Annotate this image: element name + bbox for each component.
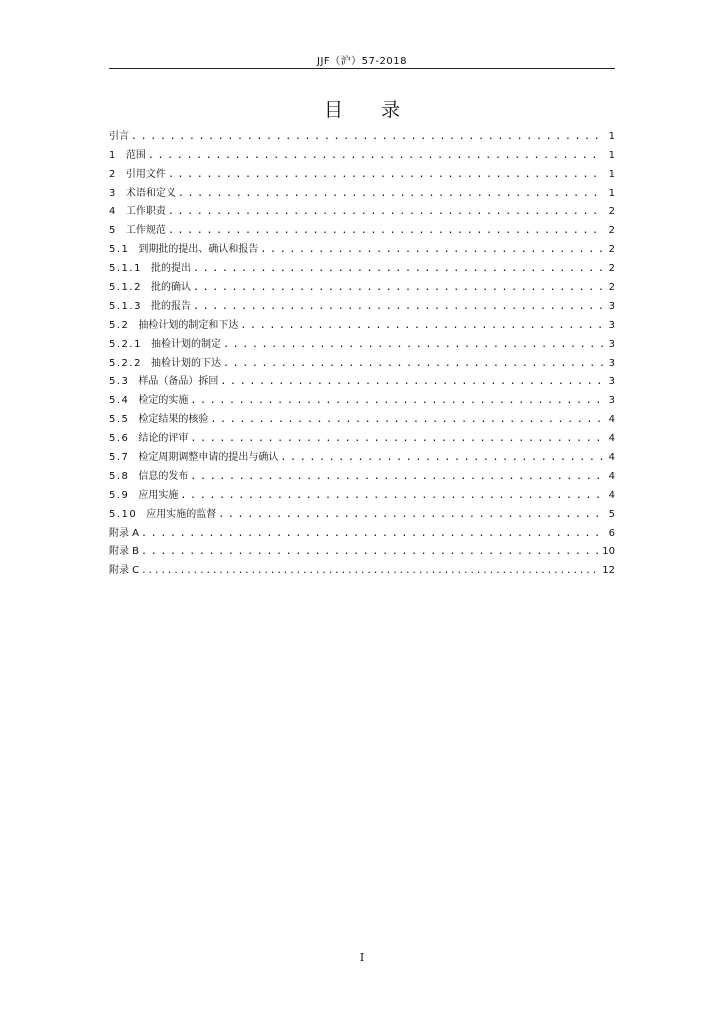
toc-dot-leader [178, 185, 603, 203]
toc-page-number: 12 [602, 565, 615, 577]
toc-section-number: 5.2 [109, 319, 130, 331]
toc-dot-leader [210, 411, 603, 429]
toc-section-title: 附录 C [109, 565, 140, 577]
toc-page-number: 3 [608, 319, 615, 331]
toc-entry[interactable] [109, 146, 615, 165]
toc-section-title: 抽检计划的下达 [150, 357, 221, 369]
toc-dot-leader [190, 430, 603, 448]
toc-dot-leader [190, 392, 603, 410]
toc-dot-leader [180, 487, 603, 505]
toc-page-number: 3 [608, 357, 615, 369]
toc-section-number: 5.4 [109, 395, 130, 407]
toc-section-number: 5.2.2 [109, 357, 142, 369]
toc-section-title: 到期批的提出、确认和报告 [138, 244, 259, 256]
toc-dot-leader [240, 317, 603, 335]
toc-section-title: 应用实施 [138, 489, 179, 501]
toc-section-title: 引言 [109, 130, 129, 142]
toc-section-number: 5.3 [109, 376, 130, 388]
toc-section-title: 批的报告 [150, 300, 191, 312]
toc-page-number: 6 [608, 527, 615, 539]
toc-dot-leader [131, 128, 603, 146]
toc-entry[interactable] [109, 373, 615, 392]
toc-entry[interactable] [109, 543, 615, 562]
toc-section-number: 1 [109, 149, 117, 161]
toc-page-number: 3 [608, 395, 615, 407]
toc-section-title: 信息的发布 [138, 470, 189, 482]
document-header: JJF（沪）57-2018 [317, 56, 407, 67]
toc-entry[interactable] [109, 297, 615, 316]
toc-section-title: 检定的实施 [138, 395, 189, 407]
toc-entry[interactable] [109, 127, 615, 146]
toc-entry[interactable] [109, 354, 615, 373]
toc-section-title: 样品（备品）拆回 [138, 376, 219, 388]
toc-dot-leader [190, 468, 603, 486]
toc-section-title: 抽检计划的制定和下达 [138, 319, 239, 331]
toc-section-number: 5.10 [109, 508, 138, 520]
toc-section-number: 5.1.3 [109, 300, 142, 312]
toc-entry[interactable] [109, 391, 615, 410]
toc-section-title: 应用实施的监督 [146, 508, 217, 520]
toc-entry[interactable] [109, 448, 615, 467]
toc-page-number: 2 [608, 263, 615, 275]
toc-page-number: 2 [608, 225, 615, 237]
toc-section-title: 抽检计划的制定 [150, 338, 221, 350]
toc-section-number: 5 [109, 225, 117, 237]
toc-section-title: 批的确认 [150, 282, 191, 294]
toc-dot-leader [193, 260, 603, 278]
toc-entry[interactable] [109, 240, 615, 259]
toc-dot-leader [168, 222, 603, 240]
toc-entry[interactable] [109, 278, 615, 297]
toc-section-number: 5.8 [109, 470, 130, 482]
toc-dot-leader [220, 373, 603, 391]
toc-entry[interactable] [109, 184, 615, 203]
toc-section-number: 5.1.2 [109, 282, 142, 294]
toc-dot-leader [193, 279, 603, 297]
toc-entry[interactable] [109, 221, 615, 240]
toc-page-number: 3 [608, 300, 615, 312]
toc-section-title: 结论的评审 [138, 433, 189, 445]
toc-section-number: 5.1.1 [109, 263, 142, 275]
toc-section-number: 5.7 [109, 452, 130, 464]
toc-section-title: 范围 [125, 149, 146, 161]
toc-entry[interactable] [109, 316, 615, 335]
toc-entry[interactable] [109, 486, 615, 505]
toc-section-title: 附录 A [109, 527, 140, 539]
toc-entry[interactable] [109, 410, 615, 429]
toc-entry[interactable] [109, 524, 615, 543]
toc-section-title: 附录 B [109, 546, 140, 558]
toc-entry[interactable] [109, 467, 615, 486]
toc-page-number: 4 [608, 414, 615, 426]
toc-page-number: 3 [608, 338, 615, 350]
toc-page-number: 4 [608, 452, 615, 464]
toc-entry[interactable] [109, 561, 615, 580]
toc-section-number: 5.1 [109, 244, 130, 256]
toc-dot-leader [223, 355, 603, 373]
table-of-contents [109, 127, 615, 580]
toc-entry[interactable] [109, 259, 615, 278]
toc-page-number: 1 [608, 130, 615, 142]
toc-page-number: 2 [608, 282, 615, 294]
toc-dot-leader [193, 298, 603, 316]
toc-dot-leader [223, 336, 603, 354]
toc-section-title: 检定结果的核验 [138, 414, 209, 426]
toc-page-number: 5 [608, 508, 615, 520]
toc-page-number: 1 [608, 187, 615, 199]
toc-section-title: 术语和定义 [125, 187, 176, 199]
header-rule [109, 68, 615, 69]
toc-section-title: 工作规范 [125, 225, 166, 237]
toc-section-number: 5.9 [109, 489, 130, 501]
toc-dot-leader [168, 203, 603, 221]
toc-dot-leader [218, 506, 603, 524]
toc-page-number: 3 [608, 376, 615, 388]
toc-section-title: 检定周期调整申请的提出与确认 [138, 452, 279, 464]
toc-section-number: 5.5 [109, 414, 130, 426]
toc-page-number: 4 [608, 489, 615, 501]
toc-page-number: 10 [602, 546, 615, 558]
page-title: 目录 [323, 99, 438, 121]
toc-dot-leader [168, 166, 603, 184]
toc-page-number: 2 [608, 206, 615, 218]
toc-section-number: 3 [109, 187, 117, 199]
toc-entry[interactable] [109, 429, 615, 448]
toc-page-number: 2 [608, 244, 615, 256]
toc-page-number: 4 [608, 433, 615, 445]
toc-entry[interactable] [109, 165, 615, 184]
toc-section-number: 2 [109, 168, 117, 180]
toc-section-title: 引用文件 [125, 168, 166, 180]
toc-page-number: 1 [608, 149, 615, 161]
toc-entry[interactable] [109, 203, 615, 222]
toc-dot-leader [141, 525, 603, 543]
toc-section-number: 4 [109, 206, 117, 218]
toc-page-number: 4 [608, 470, 615, 482]
toc-section-title: 批的提出 [150, 263, 191, 275]
toc-section-title: 工作职责 [125, 206, 166, 218]
toc-dot-leader [141, 562, 600, 580]
toc-dot-leader [148, 147, 603, 165]
toc-entry[interactable] [109, 505, 615, 524]
toc-dot-leader [260, 241, 603, 259]
toc-section-number: 5.2.1 [109, 338, 142, 350]
page-number: I [359, 951, 365, 964]
toc-entry[interactable] [109, 335, 615, 354]
toc-page-number: 1 [608, 168, 615, 180]
toc-dot-leader [141, 543, 600, 561]
toc-dot-leader [280, 449, 603, 467]
toc-section-number: 5.6 [109, 433, 130, 445]
